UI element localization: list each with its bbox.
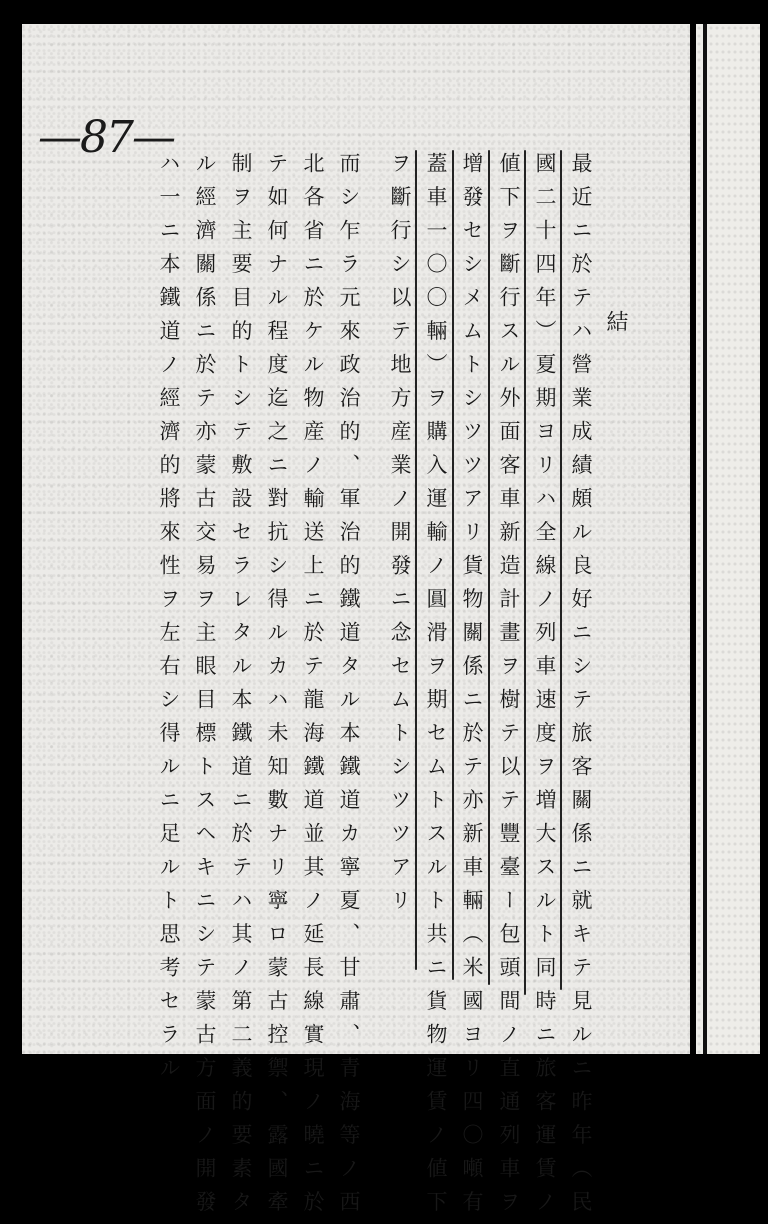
text-column-9: テ如何ナル程度迄之ニ對抗シ得ルカハ未知數ナリ寧ロ蒙古控禦、露國牽 [265, 152, 289, 1224]
section-heading: 結 [603, 310, 628, 332]
pen-mark-line [415, 150, 417, 970]
text-column-11: ル經濟關係ニ於テ亦蒙古交易ヲ主眼目標トスヘキニシテ蒙古方面ノ開發 [193, 152, 217, 1224]
text-column-6: ヲ斷行シ以テ地方産業ノ開發ニ念セムトシツツアリ [388, 152, 412, 923]
text-column-1: 最近ニ於テハ營業成績頗ル良好ニシテ旅客關係ニ就キテ見ルニ昨年（民 [569, 152, 593, 1224]
text-column-7: 而シ乍ラ元來政治的、軍治的鐵道タル本鐵道カ寧夏、甘肅、青海等ノ西 [337, 152, 361, 1224]
text-column-8: 北各省ニ於ケル物産ノ輸送上ニ於テ龍海鐵道並其ノ延長線實現ノ曉ニ於 [301, 152, 325, 1224]
page-divider [703, 24, 707, 1054]
pen-mark-line [560, 150, 562, 990]
page-number: —87— [38, 112, 174, 163]
pen-mark-line [488, 150, 490, 985]
text-column-2: 國二十四年）夏期ヨリハ全線ノ列車速度ヲ増大スルト同時ニ旅客運賃ノ [533, 152, 557, 1224]
text-column-5: 蓋車一〇〇輛）ヲ購入運輸ノ圓滑ヲ期セムトスルト共ニ貨物運賃ノ値下 [424, 152, 448, 1224]
text-column-10: 制ヲ主要目的トシテ敷設セラレタル本鐵道ニ於テハ其ノ第二義的要素タ [229, 152, 253, 1224]
text-column-4: 增發セシメムトシツツアリ貨物關係ニ於テ亦新車輛（米國ヨリ四〇噸有 [460, 152, 484, 1224]
pen-mark-line [452, 150, 454, 980]
text-column-12: ハ一ニ本鐵道ノ經濟的將來性ヲ左右シ得ルニ足ルト思考セラル [157, 152, 181, 1090]
pen-mark-line [524, 150, 526, 995]
text-column-3: 値下ヲ斷行スル外面客車新造計畫ヲ樹テ以テ豐臺ー包頭間ノ直通列車ヲ [497, 152, 521, 1224]
